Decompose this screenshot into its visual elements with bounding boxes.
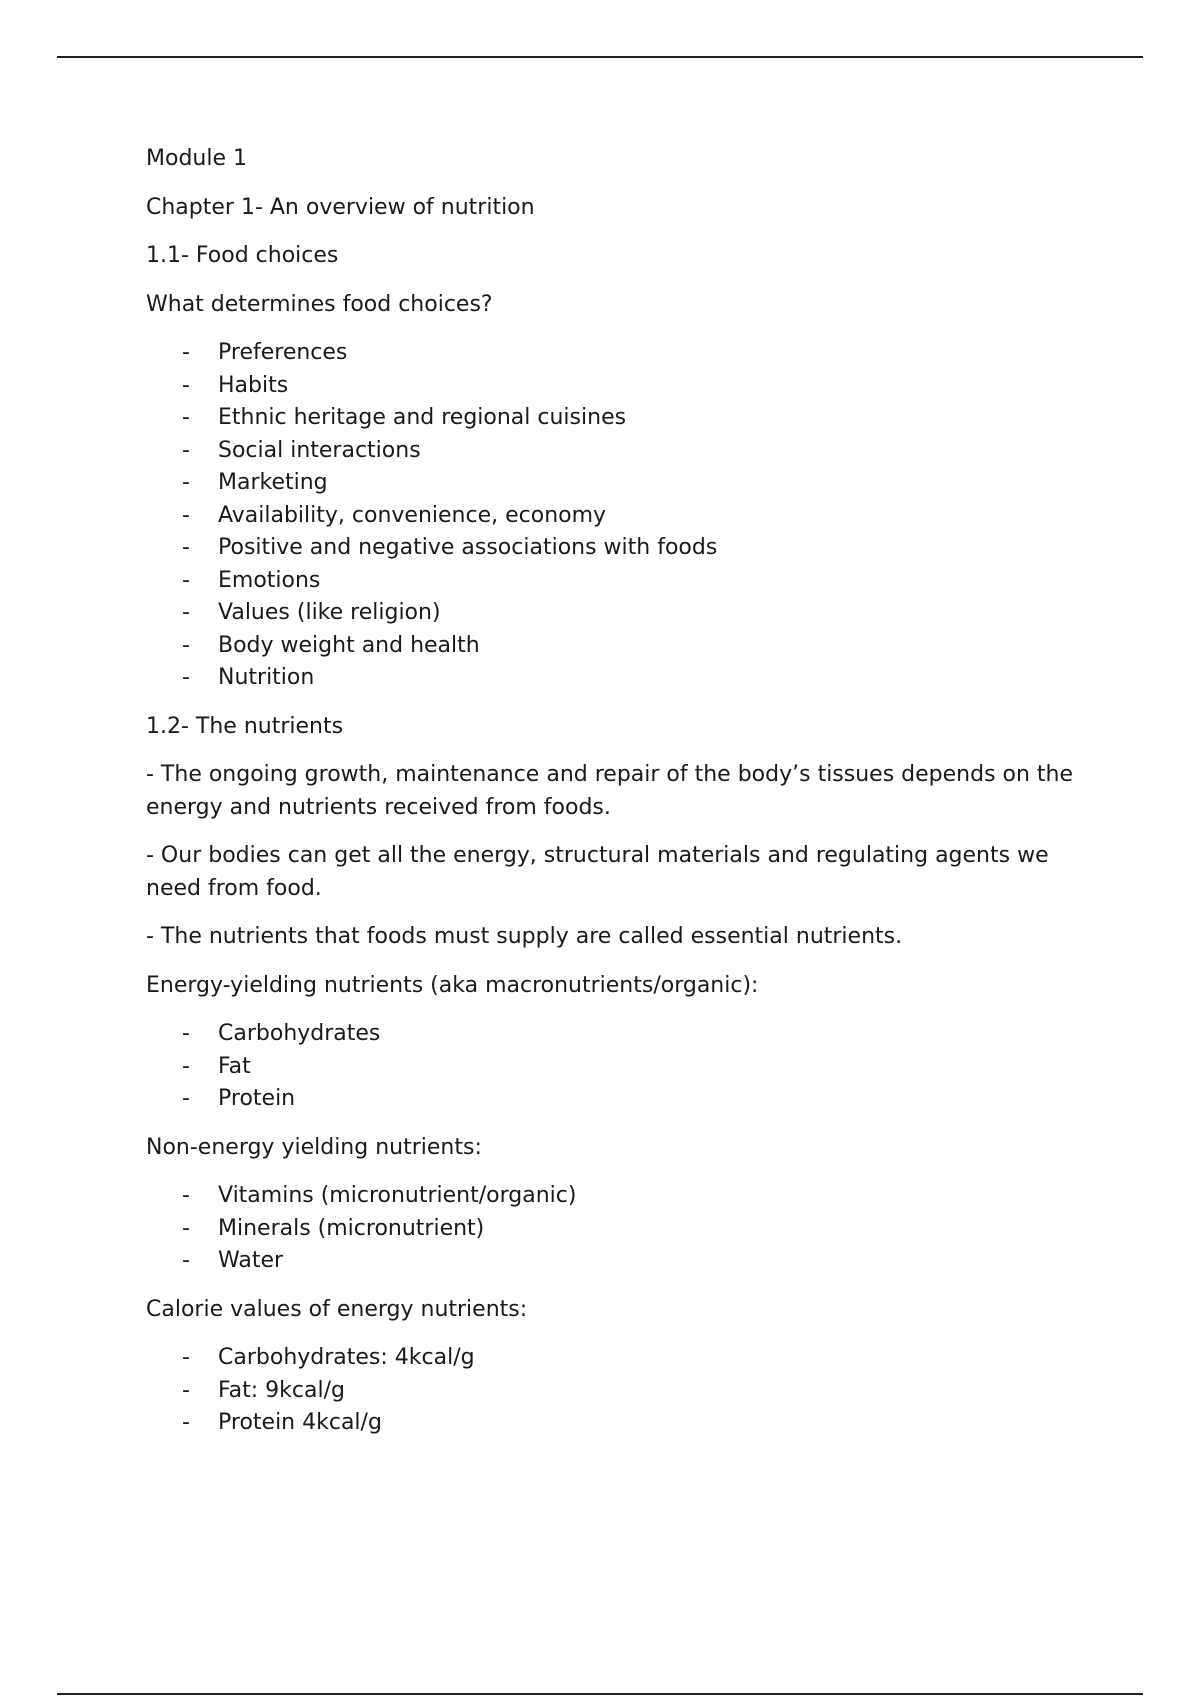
list-item: - Positive and negative associations with foods xyxy=(146,532,1086,565)
calorie-values-list xyxy=(146,1342,1086,1440)
section-heading-food-choices: 1.1- Food choices xyxy=(146,243,339,268)
bottom-rule xyxy=(57,1693,1143,1695)
list-item: - Values (like religion) xyxy=(146,597,1086,630)
nutrients-paragraph-3: - The nutrients that foods must supply are called essential nutrients. xyxy=(146,924,903,949)
dash-bullet: - xyxy=(182,600,190,625)
list-item: - Protein 4kcal/g xyxy=(146,1407,1086,1440)
list-item: - Vitamins (micronutrient/organic) xyxy=(146,1180,1086,1213)
dash-bullet: - xyxy=(182,1215,190,1241)
dash-bullet: - xyxy=(182,405,190,430)
non-energy-yielding-label: Non-energy yielding nutrients: xyxy=(146,1134,482,1160)
list-item: - Protein xyxy=(146,1083,1086,1116)
dash-bullet: - xyxy=(182,1410,190,1435)
list-item: - Preferences xyxy=(146,337,1086,370)
food-choices-question: What determines food choices? xyxy=(146,291,493,317)
list-item: - Carbohydrates xyxy=(146,1018,1086,1051)
dash-bullet: - xyxy=(182,1183,190,1208)
energy-yielding-list xyxy=(146,1018,1086,1116)
dash-bullet: - xyxy=(182,1021,190,1046)
dash-bullet: - xyxy=(182,632,190,658)
nutrients-paragraph-2: - Our bodies can get all the energy, structural materials and regulating agents we need from food. xyxy=(146,843,1049,901)
dash-bullet: - xyxy=(182,665,190,690)
dash-bullet: - xyxy=(182,1345,190,1370)
list-item: - Social interactions xyxy=(146,435,1086,468)
dash-bullet: - xyxy=(182,372,190,398)
energy-yielding-label: Energy-yielding nutrients (aka macronutrients/organic): xyxy=(146,972,759,998)
dash-bullet: - xyxy=(182,1053,190,1079)
dash-bullet: - xyxy=(182,437,190,463)
food-choices-list xyxy=(146,337,1086,695)
list-item: - Water xyxy=(146,1245,1086,1278)
section-heading-nutrients: 1.2- The nutrients xyxy=(146,713,344,739)
top-rule xyxy=(57,56,1143,58)
dash-bullet: - xyxy=(182,1377,190,1403)
dash-bullet: - xyxy=(182,1248,190,1273)
module-title: Module 1 xyxy=(146,146,247,171)
dash-bullet: - xyxy=(182,340,190,365)
list-item: - Emotions xyxy=(146,565,1086,598)
calorie-values-label: Calorie values of energy nutrients: xyxy=(146,1296,528,1322)
list-item: - Nutrition xyxy=(146,662,1086,695)
document-body xyxy=(146,143,1086,1456)
dash-bullet: - xyxy=(182,535,190,560)
list-item: - Fat xyxy=(146,1051,1086,1084)
list-item: - Ethnic heritage and regional cuisines xyxy=(146,402,1086,435)
list-item: - Availability, convenience, economy xyxy=(146,500,1086,533)
dash-bullet: - xyxy=(182,1086,190,1111)
list-item: - Body weight and health xyxy=(146,630,1086,663)
list-item: - Minerals (micronutrient) xyxy=(146,1213,1086,1246)
nutrients-paragraph-1: - The ongoing growth, maintenance and repair of the body’s tissues depends on the energy and nutrients received from foods. xyxy=(146,762,1074,820)
non-energy-yielding-list xyxy=(146,1180,1086,1278)
list-item: - Fat: 9kcal/g xyxy=(146,1375,1086,1408)
list-item: - Marketing xyxy=(146,467,1086,500)
dash-bullet: - xyxy=(182,470,190,495)
dash-bullet: - xyxy=(182,502,190,528)
dash-bullet: - xyxy=(182,567,190,593)
list-item: - Carbohydrates: 4kcal/g xyxy=(146,1342,1086,1375)
chapter-title: Chapter 1- An overview of nutrition xyxy=(146,194,535,220)
list-item: - Habits xyxy=(146,370,1086,403)
